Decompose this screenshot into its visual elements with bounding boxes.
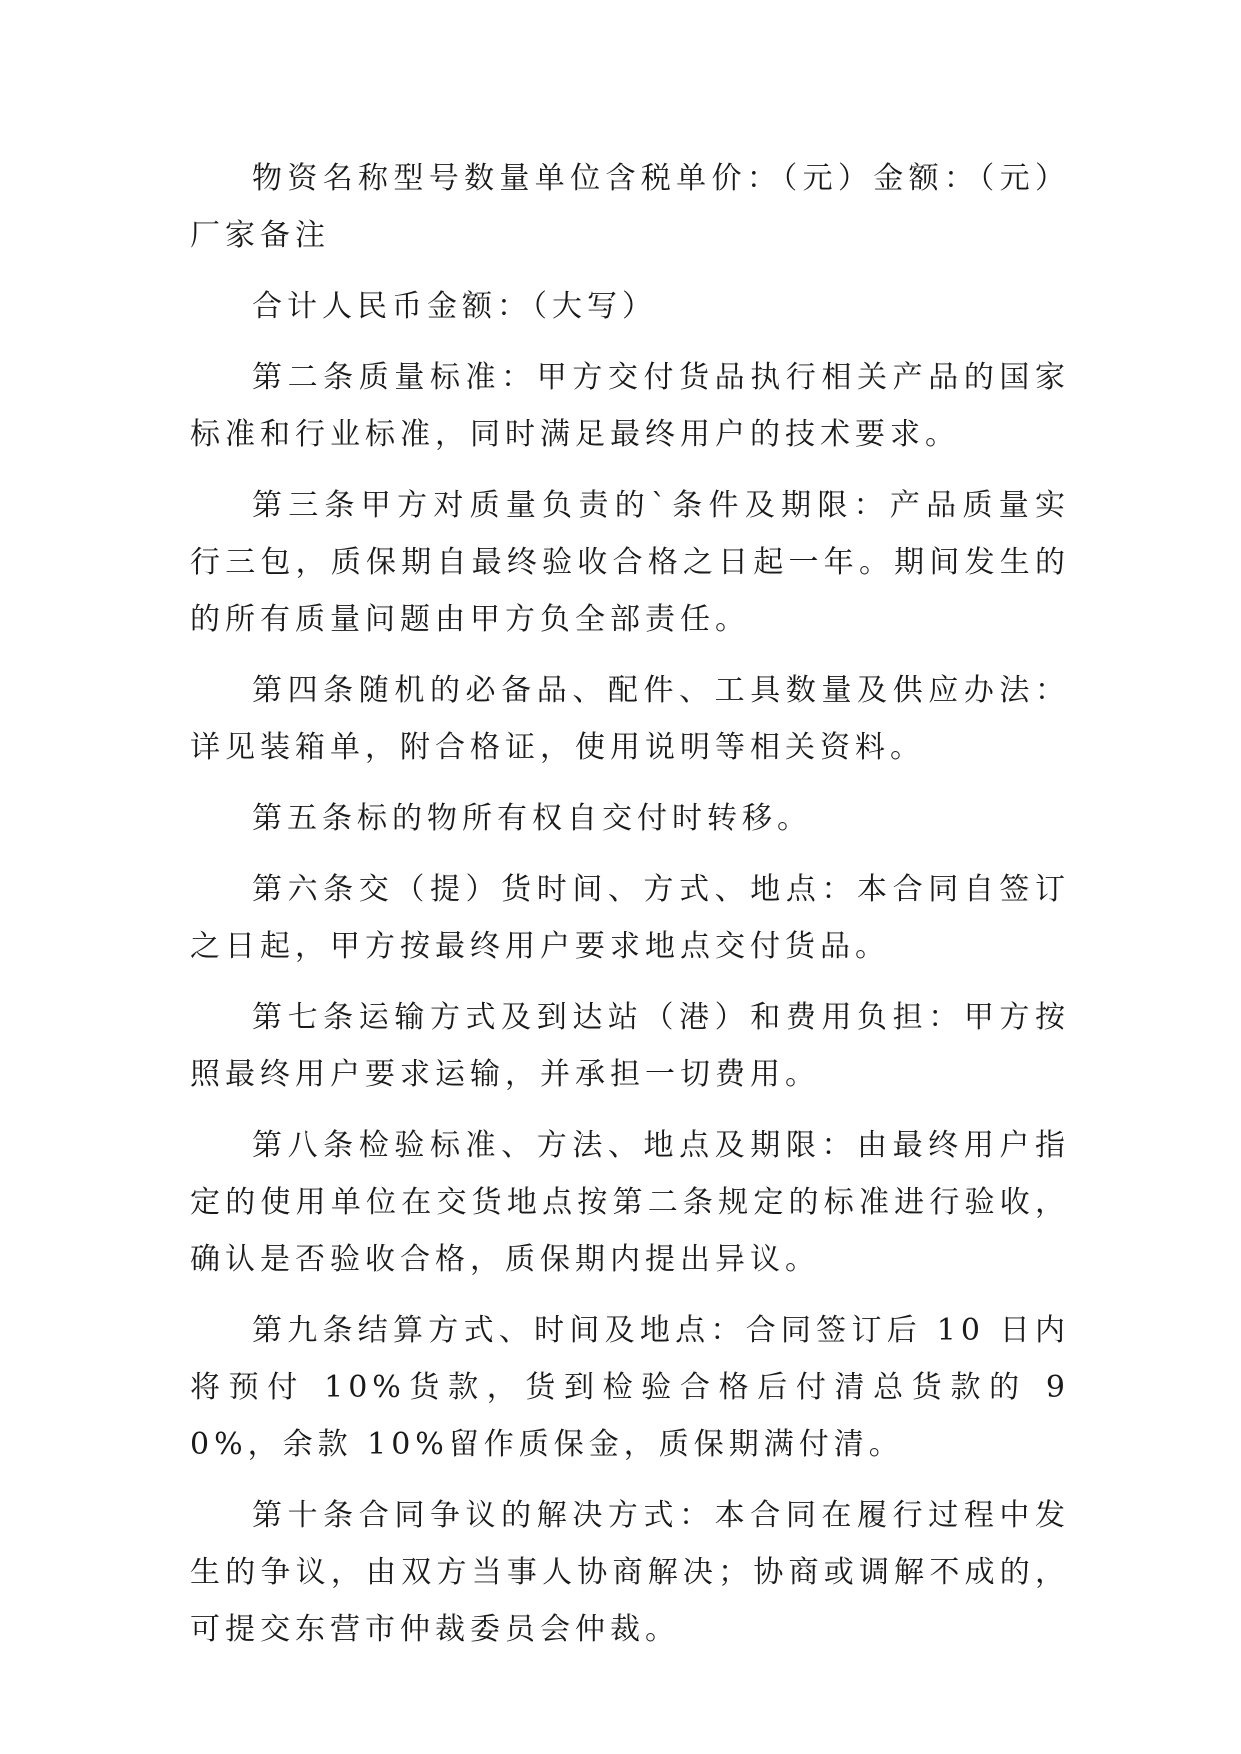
clause-6-delivery: 第六条交（提）货时间、方式、地点：本合同自签订之日起，甲方按最终用户要求地点交付货品。 xyxy=(190,872,1070,964)
goods-table-header: 物资名称型号数量单位含税单价：（元）金额：（元）厂家备注 xyxy=(190,161,1070,253)
clause-5-ownership-transfer: 第五条标的物所有权自交付时转移。 xyxy=(252,801,812,836)
clause-4-accessories: 第四条随机的必备品、配件、工具数量及供应办法：详见装箱单，附合格证，使用说明等相关资料。 xyxy=(190,673,1070,765)
clause-2-quality-standard: 第二条质量标准：甲方交付货品执行相关产品的国家标准和行业标准，同时满足最终用户的技术要求。 xyxy=(190,360,1070,452)
document-body xyxy=(190,150,1070,1672)
clause-3-warranty-terms: 第三条甲方对质量负责的`条件及期限：产品质量实行三包，质保期自最终验收合格之日起一年。期间发生的的所有质量问题由甲方负全部责任。 xyxy=(190,488,1070,637)
total-amount-line: 合计人民币金额：（大写） xyxy=(252,289,657,324)
clause-10-dispute-resolution: 第十条合同争议的解决方式：本合同在履行过程中发生的争议，由双方当事人协商解决；协商或调解不成的，可提交东营市仲裁委员会仲裁。 xyxy=(190,1498,1070,1647)
clause-7-transport: 第七条运输方式及到达站（港）和费用负担：甲方按照最终用户要求运输，并承担一切费用。 xyxy=(190,1000,1070,1092)
clause-9-settlement: 第九条结算方式、时间及地点：合同签订后 10 日内将预付 10%货款，货到检验合格后付清总货款的 90%，余款 10%留作质保金，质保期满付清。 xyxy=(190,1313,1070,1462)
clause-8-inspection: 第八条检验标准、方法、地点及期限：由最终用户指定的使用单位在交货地点按第二条规定的标准进行验收，确认是否验收合格，质保期内提出异议。 xyxy=(190,1128,1070,1277)
